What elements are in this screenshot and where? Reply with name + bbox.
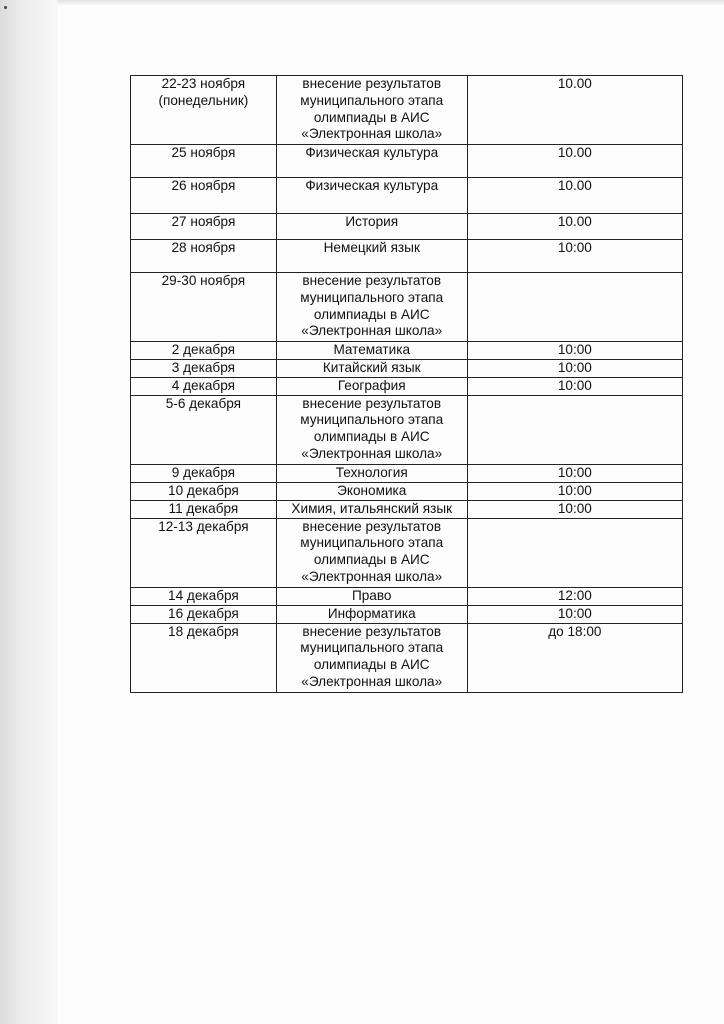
olympiad-schedule-table: [130, 75, 683, 693]
subject-cell: Физическая культура: [276, 145, 467, 178]
table-row: [131, 377, 683, 395]
table-row: [131, 623, 683, 692]
time-cell: 10.00: [467, 214, 682, 240]
subject-cell: География: [276, 377, 467, 395]
scanned-page-edge: [0, 0, 58, 1024]
subject-cell: внесение результатов муниципального этапа олимпиады в АИС «Электронная школа»: [276, 395, 467, 464]
subject-cell: Информатика: [276, 605, 467, 623]
date-cell: 4 декабря: [131, 377, 277, 395]
time-cell: 10:00: [467, 377, 682, 395]
scan-mark: [4, 6, 7, 9]
date-cell: 16 декабря: [131, 605, 277, 623]
table-row: [131, 587, 683, 605]
table-row: [131, 214, 683, 240]
time-cell: 10:00: [467, 360, 682, 378]
time-cell: 10.00: [467, 145, 682, 178]
time-cell: 10:00: [467, 500, 682, 518]
subject-cell: Экономика: [276, 482, 467, 500]
subject-cell: Физическая культура: [276, 178, 467, 214]
date-cell: 28 ноября: [131, 240, 277, 273]
table-row: [131, 605, 683, 623]
time-cell: 10.00: [467, 76, 682, 145]
time-cell: 10.00: [467, 178, 682, 214]
date-cell: 18 декабря: [131, 623, 277, 692]
date-cell: 11 декабря: [131, 500, 277, 518]
subject-cell: История: [276, 214, 467, 240]
table-row: [131, 178, 683, 214]
time-cell: [467, 395, 682, 464]
time-cell: 10:00: [467, 464, 682, 482]
date-cell: 10 декабря: [131, 482, 277, 500]
table-row: [131, 395, 683, 464]
table-row: [131, 273, 683, 342]
time-cell: 10:00: [467, 482, 682, 500]
table-row: [131, 500, 683, 518]
table-row: [131, 240, 683, 273]
table-row: [131, 464, 683, 482]
subject-cell: Право: [276, 587, 467, 605]
table-row: [131, 482, 683, 500]
date-cell: 5-6 декабря: [131, 395, 277, 464]
date-cell: 25 ноября: [131, 145, 277, 178]
date-cell: 9 декабря: [131, 464, 277, 482]
subject-cell: Немецкий язык: [276, 240, 467, 273]
time-cell: 12:00: [467, 587, 682, 605]
date-cell: 22-23 ноября (понедельник): [131, 76, 277, 145]
date-cell: 12-13 декабря: [131, 518, 277, 587]
subject-cell: внесение результатов муниципального этапа олимпиады в АИС «Электронная школа»: [276, 518, 467, 587]
subject-cell: Технология: [276, 464, 467, 482]
date-cell: 29-30 ноября: [131, 273, 277, 342]
date-cell: 3 декабря: [131, 360, 277, 378]
table-row: [131, 145, 683, 178]
table-row: [131, 76, 683, 145]
scanned-page-top-edge: [58, 0, 724, 6]
subject-cell: Китайский язык: [276, 360, 467, 378]
table-row: [131, 518, 683, 587]
table-row: [131, 342, 683, 360]
date-cell: 27 ноября: [131, 214, 277, 240]
time-cell: 10:00: [467, 240, 682, 273]
time-cell: 10:00: [467, 342, 682, 360]
subject-cell: Химия, итальянский язык: [276, 500, 467, 518]
time-cell: 10:00: [467, 605, 682, 623]
time-cell: [467, 518, 682, 587]
time-cell: до 18:00: [467, 623, 682, 692]
date-cell: 14 декабря: [131, 587, 277, 605]
time-cell: [467, 273, 682, 342]
date-cell: 2 декабря: [131, 342, 277, 360]
subject-cell: Математика: [276, 342, 467, 360]
subject-cell: внесение результатов муниципального этапа олимпиады в АИС «Электронная школа»: [276, 273, 467, 342]
date-cell: 26 ноября: [131, 178, 277, 214]
subject-cell: внесение результатов муниципального этапа олимпиады в АИС «Электронная школа»: [276, 76, 467, 145]
table-row: [131, 360, 683, 378]
subject-cell: внесение результатов муниципального этапа олимпиады в АИС «Электронная школа»: [276, 623, 467, 692]
